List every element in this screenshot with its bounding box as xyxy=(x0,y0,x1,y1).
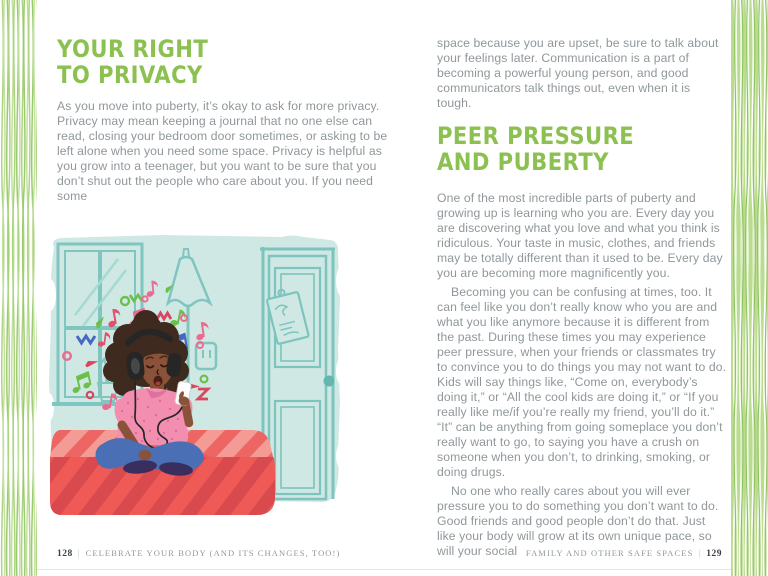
left-border-pattern xyxy=(0,0,37,576)
right-page-footer xyxy=(526,548,722,559)
left-page-number: 128 xyxy=(57,549,73,559)
right-page-paragraph-3: No one who really cares about you will ever pressure you to do something you don’t want to do. Good friends and good people don’t do that. Just like your body will grow at its own unique pace, so will your social xyxy=(437,484,719,558)
right-border-pattern xyxy=(731,0,768,576)
left-page-title-line1: YOUR RIGHT xyxy=(57,35,209,63)
right-page-paragraph-1: One of the most incredible parts of puberty and growing up is learning who you are. Every day you are discovering what you love and what you think is ridiculous. Your taste in music, clothes, and friends may be totally different than it used to be. Every day you are becoming more magnificently you. xyxy=(437,191,723,280)
left-page-title xyxy=(57,36,208,88)
left-footer-text: CELEBRATE YOUR BODY (AND ITS CHANGES, TOO!) xyxy=(85,548,341,558)
doorknob xyxy=(324,376,335,387)
illustration-girl-music xyxy=(42,231,345,534)
right-page-title-line1: PEER PRESSURE xyxy=(437,122,635,150)
left-page-title-line2: TO PRIVACY xyxy=(57,61,203,89)
right-page-title xyxy=(437,123,692,175)
right-page-paragraph-2: Becoming you can be confusing at times, too. It can feel like you don’t really know who you are and what you like anymore because it is different from the past. During these times you may experience peer pressure, when your friends or classmates try to convince you to do things you may not want to do. Kids will say things like, “Come on, everybody’s doing it,” or “All the cool kids are doing it,” or “If you really like me/if you’re really my friend, you’ll do it.” “It” can be anything from going someplace you don’t really want to go, to saying you have a crush on someone when you don’t, to drinking, smoking, or doing drugs. xyxy=(437,285,727,479)
left-page-footer xyxy=(57,548,340,559)
right-page xyxy=(437,36,727,563)
footer-separator: | xyxy=(77,548,81,558)
page-bottom-rule xyxy=(37,569,731,570)
footer-separator: | xyxy=(698,548,702,558)
right-page-paragraph-continued: space because you are upset, be sure to talk about your feelings later. Communication is a part of becoming a powerful young person, and good communicators talk things out, even when it is tough. xyxy=(437,36,719,110)
right-page-number: 129 xyxy=(706,549,722,559)
left-page-paragraph: As you move into puberty, it’s okay to ask for more privacy. Privacy may mean keeping a journal that no one else can read, closing your bedroom door sometimes, or asking to be left alone when you need some space. Privacy is helpful as you grow into a teenager, but you want to be sure that you don’t shut out the people who care about you. If you need some xyxy=(57,99,388,203)
resting-hand xyxy=(139,450,152,460)
right-footer-text: FAMILY AND OTHER SAFE SPACES xyxy=(525,548,694,558)
right-page-title-line2: AND PUBERTY xyxy=(437,148,609,176)
